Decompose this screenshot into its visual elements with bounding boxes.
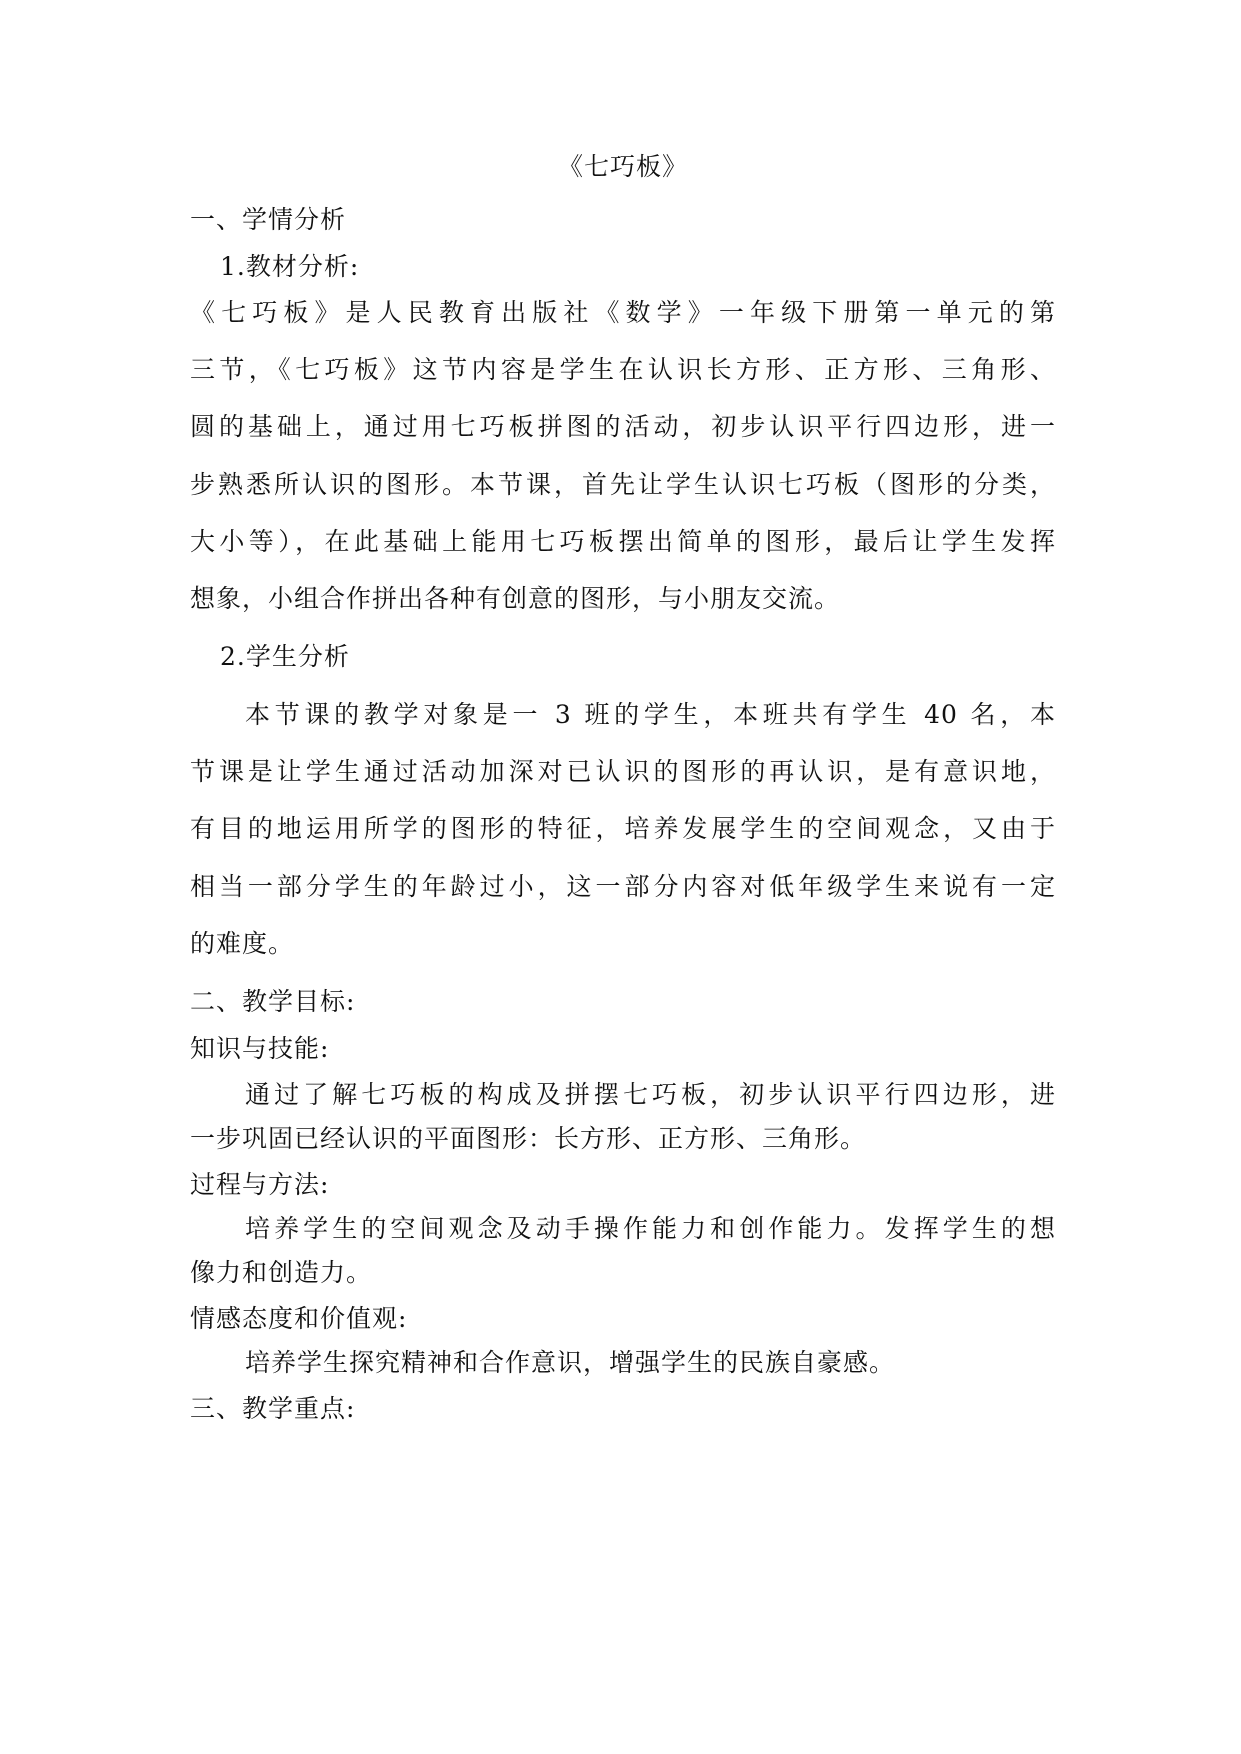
subheading-student-analysis: 2.学生分析 [220, 642, 350, 671]
paragraph-line: 圆的基础上，通过用七巧板拼图的活动，初步认识平行四边形，进一 [190, 412, 1056, 441]
paragraph-line: 通过了解七巧板的构成及拼摆七巧板，初步认识平行四边形，进 [245, 1080, 1056, 1109]
section-heading-1: 一、学情分析 [190, 205, 347, 234]
paragraph-line: 像力和创造力。 [190, 1258, 373, 1287]
subheading-textbook-analysis: 1.教材分析: [220, 252, 360, 281]
paragraph-line: 相当一部分学生的年龄过小，这一部分内容对低年级学生来说有一定 [190, 872, 1056, 901]
subheading-knowledge-skills: 知识与技能: [190, 1034, 330, 1063]
paragraph-line: 培养学生的空间观念及动手操作能力和创作能力。发挥学生的想 [245, 1214, 1056, 1243]
paragraph-line: 一步巩固已经认识的平面图形：长方形、正方形、三角形。 [190, 1124, 867, 1153]
paragraph-line: 大小等），在此基础上能用七巧板摆出简单的图形，最后让学生发挥 [190, 527, 1056, 556]
paragraph-line: 有目的地运用所学的图形的特征，培养发展学生的空间观念，又由于 [190, 814, 1056, 843]
document-page [190, 0, 1056, 1754]
subheading-emotion-values: 情感态度和价值观: [190, 1304, 408, 1333]
section-heading-2: 二、教学目标: [190, 987, 356, 1016]
paragraph-line: 节课是让学生通过活动加深对已认识的图形的再认识，是有意识地， [190, 757, 1056, 786]
paragraph-line: 三节，《七巧板》这节内容是学生在认识长方形、正方形、三角形、 [190, 355, 1056, 384]
paragraph-line: 本节课的教学对象是一 3 班的学生，本班共有学生 40 名，本 [245, 700, 1056, 729]
paragraph-line: 培养学生探究精神和合作意识，增强学生的民族自豪感。 [245, 1348, 896, 1377]
paragraph-line: 步熟悉所认识的图形。本节课，首先让学生认识七巧板（图形的分类， [190, 470, 1056, 499]
paragraph-line: 的难度。 [190, 929, 295, 958]
paragraph-line: 《七巧板》是人民教育出版社《数学》一年级下册第一单元的第 [190, 298, 1056, 327]
document-title: 《七巧板》 [557, 152, 688, 181]
section-heading-3: 三、教学重点: [190, 1394, 356, 1423]
paragraph-line: 想象，小组合作拼出各种有创意的图形，与小朋友交流。 [190, 584, 841, 613]
subheading-process-methods: 过程与方法: [190, 1170, 330, 1199]
